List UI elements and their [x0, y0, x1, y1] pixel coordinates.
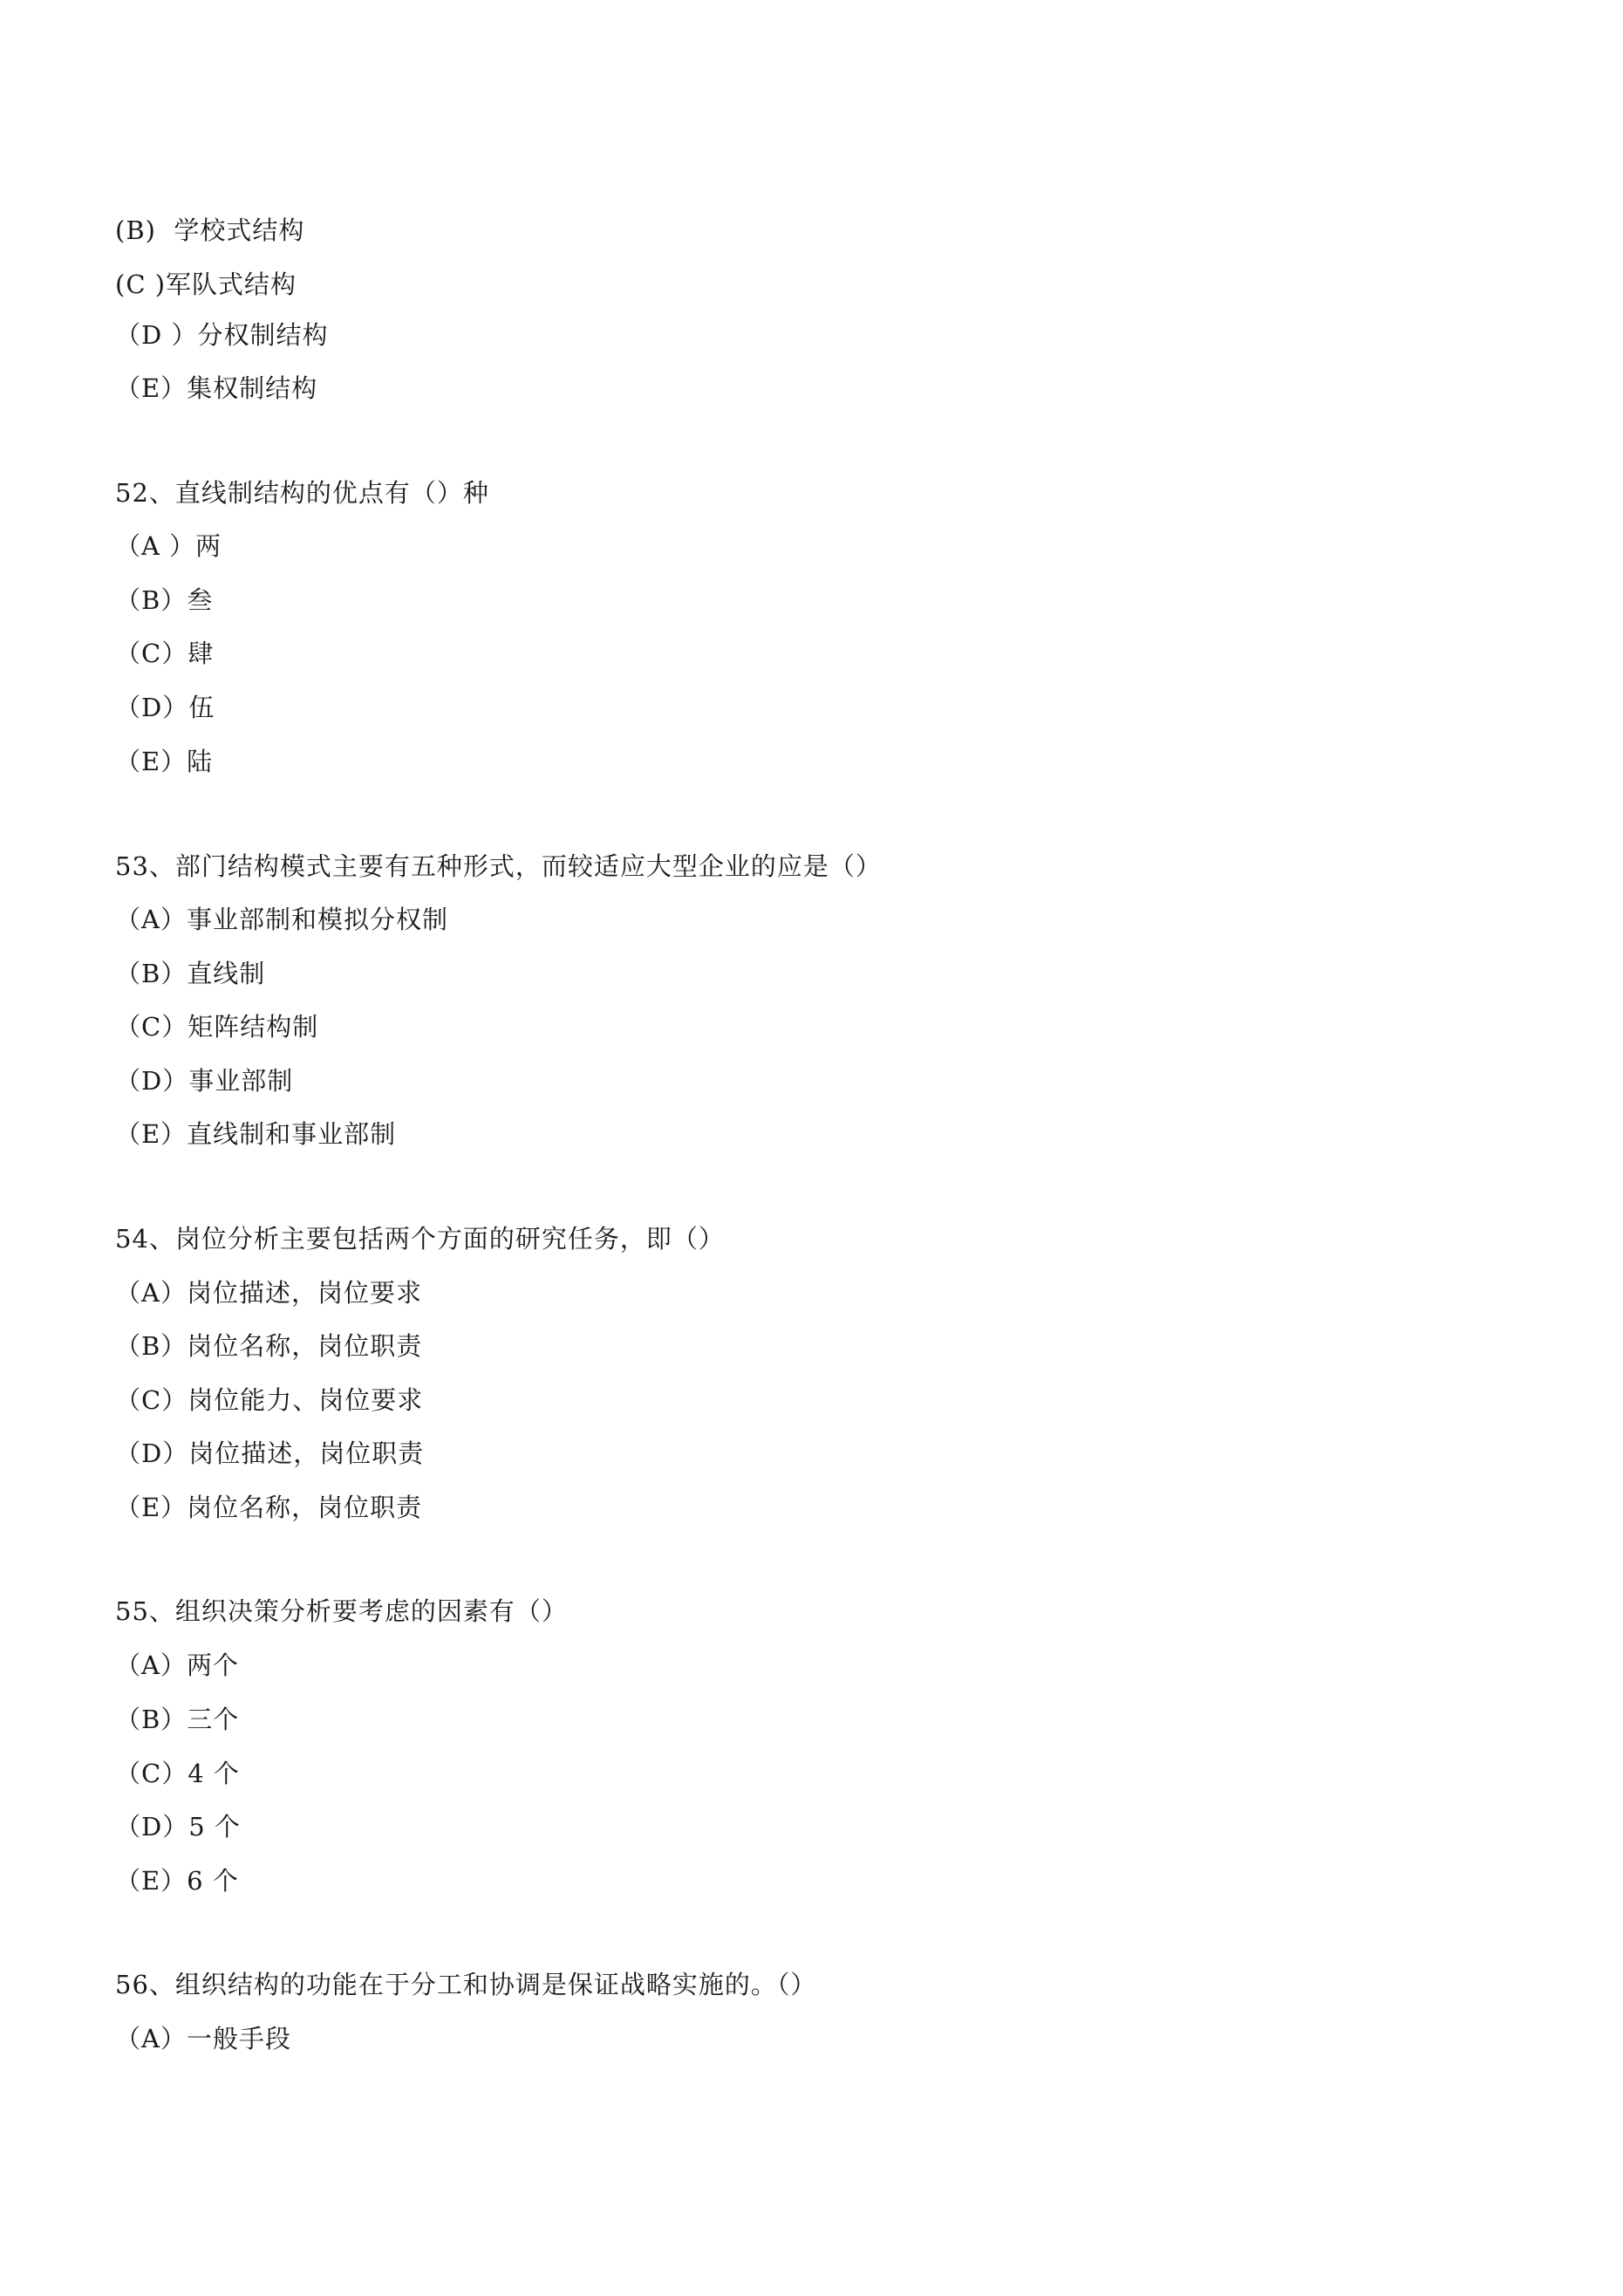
- option-line: （A）事业部制和模拟分权制: [115, 905, 448, 934]
- option-line: （C）4 个: [115, 1759, 240, 1788]
- question-56: 56、组织结构的功能在于分工和协调是保证战略实施的。（）: [115, 1970, 817, 1999]
- option-line: （E）集权制结构: [115, 373, 318, 403]
- option-line: （B）岗位名称，岗位职责: [115, 1331, 423, 1361]
- option-line: （D）事业部制: [115, 1066, 294, 1096]
- option-line: （D）5 个: [115, 1812, 241, 1842]
- option-line: （A ）两: [115, 531, 222, 561]
- option-line: （A）两个: [115, 1650, 239, 1680]
- option-line: (B) 学校式结构: [115, 215, 305, 245]
- option-line: （D ）分权制结构: [115, 320, 329, 350]
- option-line: （C）岗位能力、岗位要求: [115, 1385, 424, 1415]
- option-line: (C )军队式结构: [115, 270, 297, 299]
- option-line: （D）岗位描述，岗位职责: [115, 1438, 425, 1468]
- question-52: 52、直线制结构的优点有（）种: [115, 478, 489, 508]
- option-line: （E）陆: [115, 747, 214, 776]
- option-line: （A）一般手段: [115, 2024, 291, 2053]
- option-line: （B）叁: [115, 585, 214, 615]
- option-line: （A）岗位描述，岗位要求: [115, 1278, 422, 1308]
- option-line: （E）6 个: [115, 1866, 239, 1896]
- option-line: （C）肆: [115, 639, 215, 668]
- option-line: （B）直线制: [115, 959, 266, 988]
- option-line: （E）直线制和事业部制: [115, 1119, 397, 1149]
- option-line: （E）岗位名称，岗位职责: [115, 1493, 423, 1522]
- option-line: （C）矩阵结构制: [115, 1012, 319, 1042]
- option-line: （D）伍: [115, 693, 215, 722]
- question-54: 54、岗位分析主要包括两个方面的研究任务，即（）: [115, 1224, 725, 1254]
- question-53: 53、部门结构模式主要有五种形式，而较适应大型企业的应是（）: [115, 851, 882, 881]
- question-55: 55、组织决策分析要考虑的因素有（）: [115, 1596, 568, 1626]
- option-line: （B）三个: [115, 1705, 240, 1734]
